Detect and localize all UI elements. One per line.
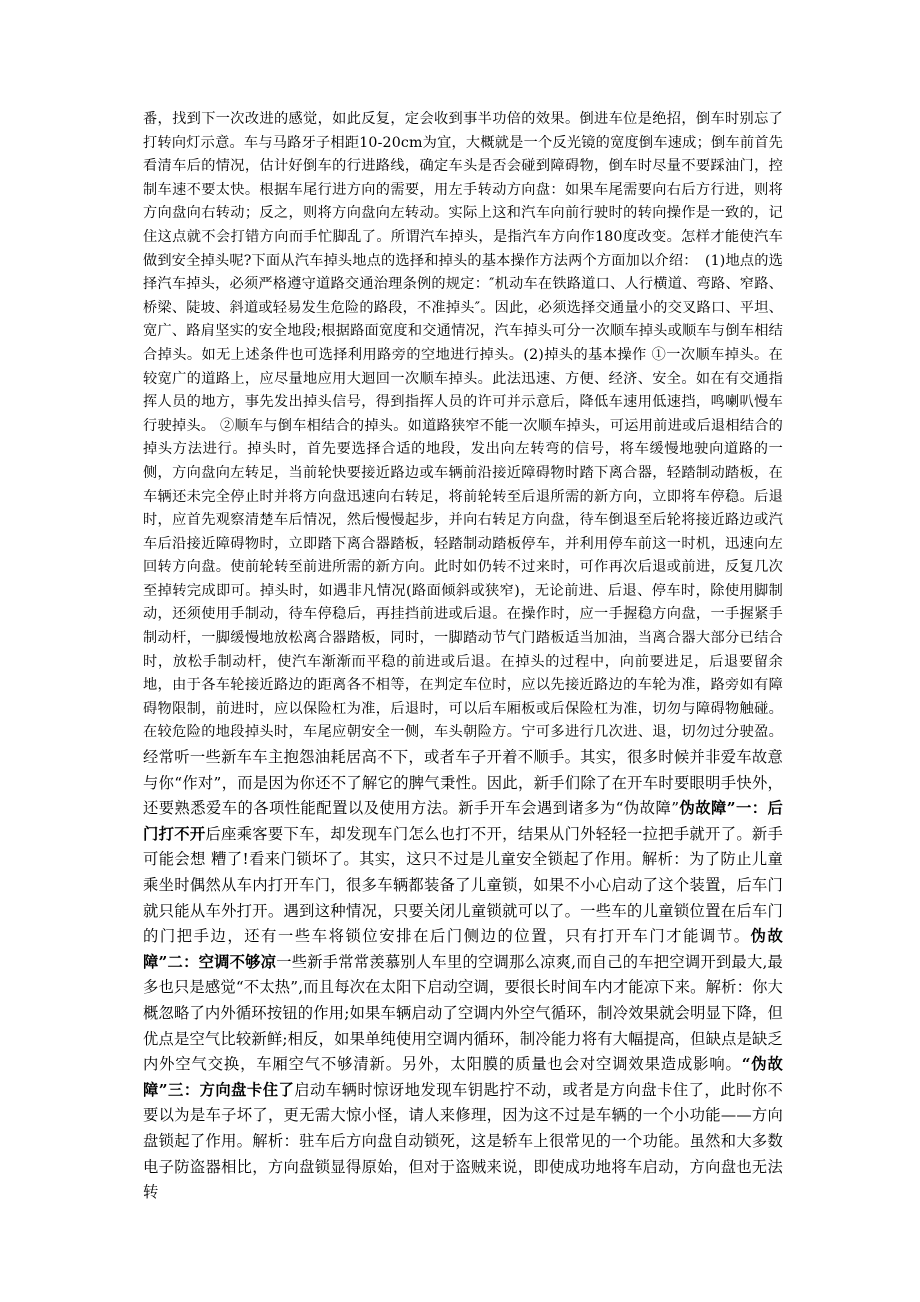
heading-run-fake-fault-1: 伪故障”一：后门打不开 bbox=[143, 799, 783, 843]
paragraph-fake-faults bbox=[143, 748, 783, 1201]
text-run: 经常听一些新车车主抱怨油耗居高不下，或者车子开着不顺手。其实，很多时候并非爱车故意与你“作对”，而是因为你还不了解它的脾气秉性。因此，新手们除了在开车时要眼明手快外，还要熟悉爱车的各项性能配置以及使用方法。新手开车会遇到诸多为“伪故障” bbox=[143, 748, 783, 818]
text-run: 后座乘客要下车，却发现车门怎么也打不开，结果从门外轻轻一拉把手就开了。新手可能会想 糟了!看来门锁坏了。其实，这只不过是儿童安全锁起了作用。解析：为了防止儿童乘坐时偶然从车内打开车门，很多车辆都装备了儿童锁，如果不小心启动了这个装置，后车门就只能从车外打开。遇到这种情况，只要关闭儿童锁就可以了。一些车的儿童锁位置在后车门的门把手边，还有一些车将锁位安排在后门侧边的位置，只有打开车门才能调节。 bbox=[143, 824, 783, 946]
text-run: 启动车辆时惊讶地发现车钥匙拧不动，或者是方向盘卡住了，此时你不要以为是车子坏了，更无需大惊小怪，请人来修理，因为这不过是车辆的一个小功能——方向盘锁起了作用。解析：驻车后方向盘自动锁死，这是轿车上很常见的一个功能。虽然和大多数电子防盗器相比，方向盘锁显得原始，但对于盗贼来说，即使成功地将车启动，方向盘也无法转 bbox=[143, 1080, 783, 1202]
document-body bbox=[143, 108, 783, 1206]
heading-run-fake-fault-3: “伪故障”三：方向盘卡住了 bbox=[143, 1055, 783, 1099]
paragraph-driving-reversing-uturn: 番，找到下一次改进的感觉，如此反复，定会收到事半功倍的效果。倒进车位是绝招，倒车时别忘了打转向灯示意。车与马路牙子相距10-20cm为宜，大概就是一个反光镜的宽度倒车速成；倒车前首先看清车后的情况，估计好倒车的行进路线，确定车头是否会碰到障碍物，倒车时尽量不要踩油门，控制车速不要太快。根据车尾行进方向的需要，用左手转动方向盘：如果车尾需要向右后方行进，则将方向盘向右转动；反之，则将方向盘向左转动。实际上这和汽车向前行驶时的转向操作是一致的，记住这点就不会打错方向而手忙脚乱了。所谓汽车掉头，是指汽车方向作180度改变。怎样才能使汽车做到安全掉头呢?下面从汽车掉头地点的选择和掉头的基本操作方法两个方面加以介绍： (1)地点的选择汽车掉头，必须严格遵守道路交通治理条例的规定：″机动车在铁路道口、人行横道、弯路、窄路、桥梁、陡坡、斜道或轻易发生危险的路段，不准掉头″。因此，必须选择交通量小的交叉路口、平坦、宽广、路肩坚实的安全地段;根据路面宽度和交通情况，汽车掉头可分一次顺车掉头或顺车与倒车相结合掉头。如无上述条件也可选择利用路旁的空地进行掉头。(2)掉头的基本操作 ①一次顺车掉头。在较宽广的道路上，应尽量地应用大迴回一次顺车掉头。此法迅速、方便、经济、安全。如在有交通指挥人员的地方，事先发出掉头信号，得到指挥人员的许可并示意后，降低车速用低速挡，鸣喇叭慢车行驶掉头。 ②顺车与倒车相结合的掉头。如道路狭窄不能一次顺车掉头，可运用前进或后退相结合的掉头方法进行。掉头时，首先要选择合适的地段，发出向左转弯的信号，将车缓慢地驶向道路的一侧，方向盘向左转足，当前轮快要接近路边或车辆前沿接近障碍物时踏下离合器，轻踏制动踏板，在车辆还未完全停止时并将方向盘迅速向右转足，将前轮转至后退所需的新方向，立即将车停稳。后退时，应首先观察清楚车后情况，然后慢慢起步，并向右转足方向盘，待车倒退至后轮将接近路边或汽车后沿接近障碍物时，立即踏下离合器踏板，轻踏制动踏板停车，并利用停车前这一时机，迅速向左回转方向盘。使前轮转至前进所需的新方向。此时如仍转不过来时，可作再次后退或前进，反复几次至掉转完成即可。掉头时，如遇非凡情况(路面倾斜或狭窄)，无论前进、后退、停车时，除使用脚制动，还须使用手制动，待车停稳后，再挂挡前进或后退。在操作时，应一手握稳方向盘，一手握紧手制动杆，一脚缓慢地放松离合器踏板，同时，一脚踏动节气门踏板适当加油，当离合器大部分已结合时，放松手制动杆，使汽车渐渐而平稳的前进或后退。在掉头的过程中，向前要进足，后退要留余地，由于各车轮接近路边的距离各不相等，在判定车位时，应以先接近路边的车轮为准，路旁如有障碍物限制，前进时，应以保险杠为准，后退时，可以后车厢板或后保险杠为准，切勿与障碍物触碰。在较危险的地段掉头时，车尾应朝安全一侧，车头朝险方。宁可多进行几次进、退，切勿过分驶盈。 bbox=[143, 111, 783, 741]
text-run: 一些新手常常羡慕别人车里的空调那么凉爽,而自己的车把空调开到最大,最多也只是感觉“不太热”,而且每次在太阳下启动空调，要很长时间车内才能凉下来。解析：你大概忽略了内外循环按钮的作用;如果车辆启动了空调内外空气循环，制冷效果就会明显下降，但优点是空气比较新鲜;相反，如果单纯使用空调内循环，制冷能力将有大幅提高，但缺点是缺乏内外空气交换，车厢空气不够清新。另外，太阳膜的质量也会对空调效果造成影响。 bbox=[143, 952, 783, 1074]
heading-run-fake-fault-2: 伪故障”二：空调不够凉 bbox=[143, 927, 783, 971]
